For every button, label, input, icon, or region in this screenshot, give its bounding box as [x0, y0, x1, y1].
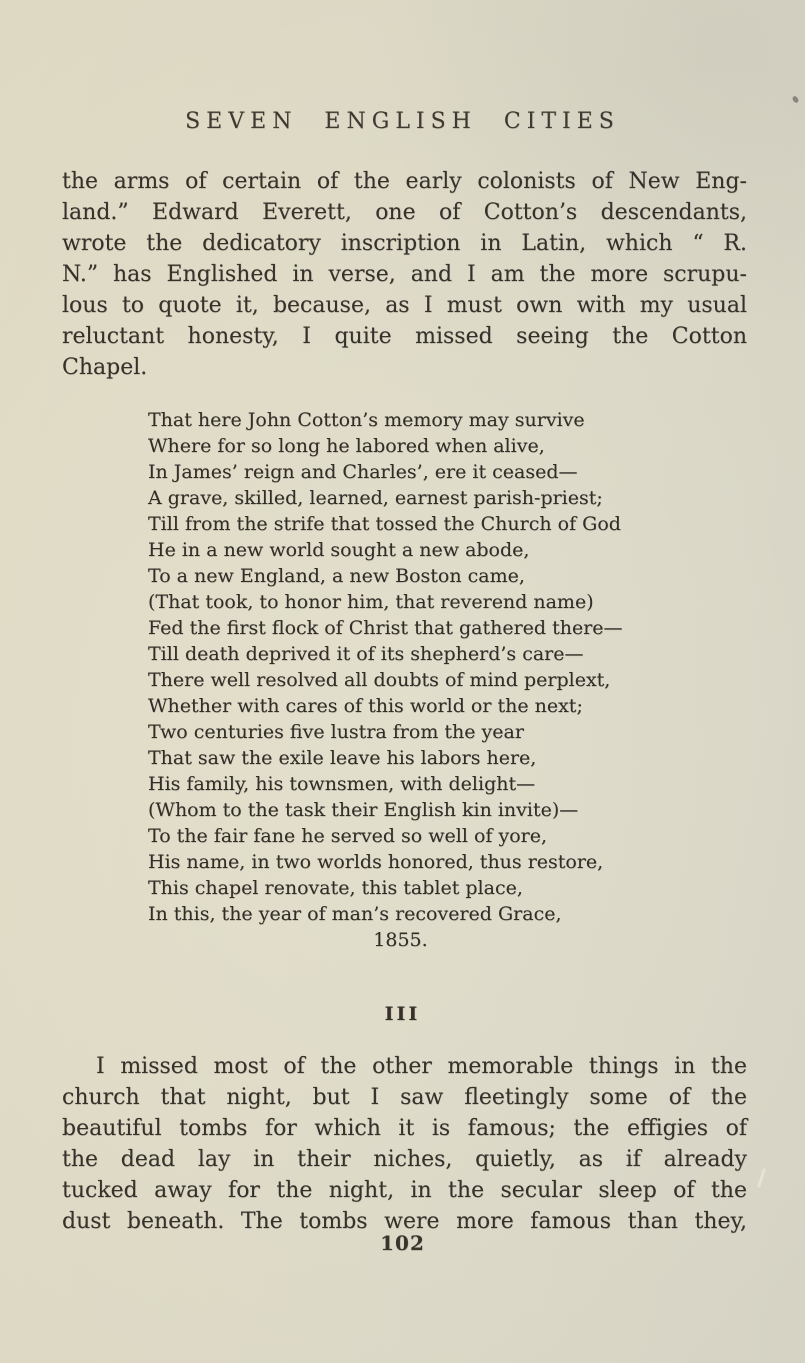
text-line: lous to quote it, because, as I must own with my usual	[62, 293, 747, 318]
text-line: He in a new world sought a new abode,	[148, 539, 530, 561]
text-line: tucked away for the night, in the secular sleep of the	[62, 1178, 747, 1203]
text-line: N.” has Englished in verse, and I am the more scrupu-	[62, 262, 747, 287]
text-line: His name, in two worlds honored, thus restore,	[148, 851, 604, 873]
text-line: church that night, but I saw fleetingly some of the	[62, 1085, 747, 1110]
running-head-title: SEVEN ENGLISH CITIES	[185, 109, 620, 134]
poem-date-line: 1855.	[373, 929, 428, 951]
text-line: Till death deprived it of its shepherd’s care—	[148, 643, 584, 665]
text-line: To the fair fane he served so well of yore,	[148, 825, 548, 847]
text-line: In James’ reign and Charles’, ere it ceased—	[148, 461, 578, 483]
text-line: That here John Cotton’s memory may survive	[148, 409, 585, 431]
text-line: Where for so long he labored when alive,	[148, 435, 545, 457]
text-line: beautiful tombs for which it is famous; the effigies of	[62, 1116, 747, 1141]
text-line: There well resolved all doubts of mind perplext,	[148, 669, 611, 691]
page-number: 102	[380, 1231, 425, 1255]
text-line: land.” Edward Everett, one of Cotton’s descendants,	[62, 200, 747, 225]
text-line: Whether with cares of this world or the next;	[148, 695, 583, 717]
text-line: His family, his townsmen, with delight—	[148, 773, 536, 795]
text-line: wrote the dedicatory inscription in Latin, which “ R.	[62, 231, 747, 256]
text-line: Fed the first flock of Christ that gathered there—	[148, 617, 623, 639]
text-line: Two centuries five lustra from the year	[148, 721, 524, 743]
poem-block	[148, 407, 653, 953]
text-line: I missed most of the other memorable things in the	[96, 1054, 747, 1079]
paragraph-prose-2	[62, 1051, 747, 1237]
text-line: (Whom to the task their English kin invite)—	[148, 799, 579, 821]
section-number-heading: III	[384, 1003, 421, 1025]
ink-speck	[791, 95, 799, 104]
text-line: reluctant honesty, I quite missed seeing the Cotton	[62, 324, 747, 349]
text-line: Till from the strife that tossed the Church of God	[148, 513, 621, 535]
text-line: the arms of certain of the early colonists of New Eng-	[62, 169, 747, 194]
text-line: In this, the year of man’s recovered Grace,	[148, 903, 562, 925]
text-line: Chapel.	[62, 355, 148, 380]
text-line: dust beneath. The tombs were more famous than they,	[62, 1209, 747, 1234]
poem-lines	[148, 407, 653, 927]
text-line: the dead lay in their niches, quietly, as if already	[62, 1147, 747, 1172]
text-line: (That took, to honor him, that reverend name)	[148, 591, 594, 613]
text-line: A grave, skilled, learned, earnest parish-priest;	[148, 487, 603, 509]
text-line: This chapel renovate, this tablet place,	[148, 877, 523, 899]
paragraph-prose-1	[62, 166, 747, 383]
text-line: To a new England, a new Boston came,	[148, 565, 525, 587]
text-line: That saw the exile leave his labors here,	[148, 747, 537, 769]
scan-scratch-mark	[757, 1168, 766, 1188]
